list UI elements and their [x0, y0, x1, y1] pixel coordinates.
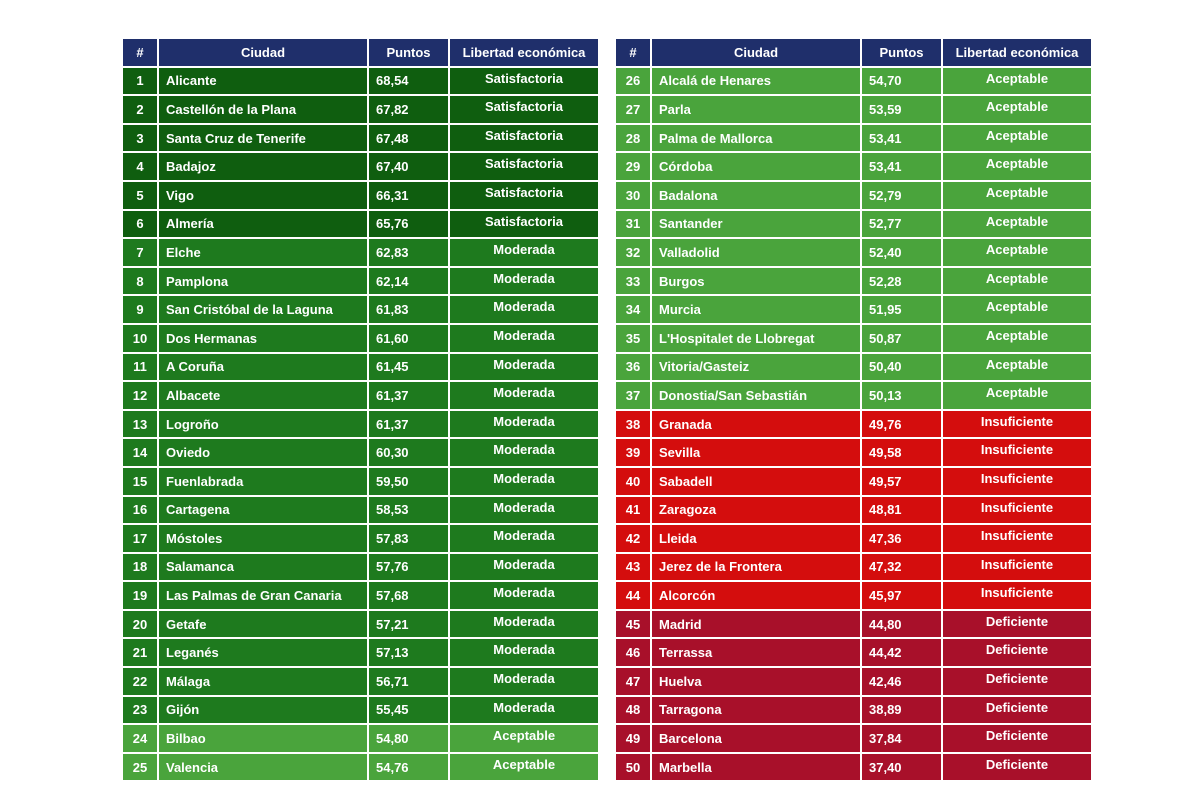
rank-cell: 34 [616, 296, 650, 323]
table-row [616, 554, 1091, 581]
city-cell: Barcelona [652, 725, 860, 752]
city-cell: Santa Cruz de Tenerife [159, 125, 367, 152]
city-cell: Lleida [652, 525, 860, 552]
freedom-level-cell: Moderada [450, 439, 598, 466]
rank-cell: 41 [616, 497, 650, 524]
city-cell: Palma de Mallorca [652, 125, 860, 152]
points-cell: 53,41 [862, 125, 941, 152]
city-cell: Alcalá de Henares [652, 68, 860, 95]
points-cell: 62,83 [369, 239, 448, 266]
points-cell: 37,84 [862, 725, 941, 752]
points-cell: 54,76 [369, 754, 448, 781]
city-cell: Elche [159, 239, 367, 266]
freedom-level-cell: Satisfactoria [450, 96, 598, 123]
freedom-level-cell: Moderada [450, 554, 598, 581]
points-cell: 47,36 [862, 525, 941, 552]
rank-cell: 9 [123, 296, 157, 323]
points-cell: 37,40 [862, 754, 941, 781]
rank-cell: 47 [616, 668, 650, 695]
table-row [616, 153, 1091, 180]
rank-cell: 44 [616, 582, 650, 609]
city-cell: Santander [652, 211, 860, 238]
rank-cell: 15 [123, 468, 157, 495]
freedom-level-cell: Moderada [450, 411, 598, 438]
freedom-level-cell: Aceptable [943, 239, 1091, 266]
rank-cell: 45 [616, 611, 650, 638]
city-cell: Madrid [652, 611, 860, 638]
rank-cell: 25 [123, 754, 157, 781]
freedom-level-cell: Aceptable [943, 325, 1091, 352]
points-cell: 61,37 [369, 382, 448, 409]
table-row [123, 668, 598, 695]
rank-cell: 4 [123, 153, 157, 180]
points-cell: 68,54 [369, 68, 448, 95]
rank-cell: 46 [616, 639, 650, 666]
city-cell: Zaragoza [652, 497, 860, 524]
table-row [123, 554, 598, 581]
table-row [123, 411, 598, 438]
table-row [123, 439, 598, 466]
city-cell: Parla [652, 96, 860, 123]
city-cell: Badajoz [159, 153, 367, 180]
rank-cell: 20 [123, 611, 157, 638]
city-cell: Murcia [652, 296, 860, 323]
freedom-level-cell: Moderada [450, 697, 598, 724]
freedom-level-cell: Moderada [450, 268, 598, 295]
freedom-level-cell: Insuficiente [943, 554, 1091, 581]
freedom-level-cell: Insuficiente [943, 439, 1091, 466]
freedom-level-cell: Moderada [450, 668, 598, 695]
rank-cell: 26 [616, 68, 650, 95]
rank-cell: 50 [616, 754, 650, 781]
points-cell: 67,82 [369, 96, 448, 123]
freedom-level-cell: Satisfactoria [450, 68, 598, 95]
rank-cell: 11 [123, 354, 157, 381]
table-row [616, 697, 1091, 724]
table-row [123, 354, 598, 381]
table-row [616, 468, 1091, 495]
city-cell: San Cristóbal de la Laguna [159, 296, 367, 323]
freedom-level-cell: Aceptable [943, 211, 1091, 238]
points-cell: 42,46 [862, 668, 941, 695]
table-row [123, 582, 598, 609]
points-cell: 49,58 [862, 439, 941, 466]
freedom-level-cell: Moderada [450, 354, 598, 381]
points-cell: 57,21 [369, 611, 448, 638]
points-cell: 44,42 [862, 639, 941, 666]
freedom-level-cell: Moderada [450, 611, 598, 638]
rank-cell: 42 [616, 525, 650, 552]
rank-cell: 18 [123, 554, 157, 581]
header-points: Puntos [862, 39, 941, 66]
freedom-level-cell: Moderada [450, 239, 598, 266]
table-row [616, 182, 1091, 209]
freedom-level-cell: Aceptable [943, 296, 1091, 323]
rank-cell: 19 [123, 582, 157, 609]
points-cell: 52,77 [862, 211, 941, 238]
points-cell: 49,57 [862, 468, 941, 495]
table-row [123, 525, 598, 552]
rank-cell: 35 [616, 325, 650, 352]
header-city: Ciudad [159, 39, 367, 66]
table-row [123, 497, 598, 524]
freedom-level-cell: Deficiente [943, 697, 1091, 724]
rank-cell: 31 [616, 211, 650, 238]
city-cell: Cartagena [159, 497, 367, 524]
points-cell: 67,48 [369, 125, 448, 152]
rank-cell: 39 [616, 439, 650, 466]
table-row [616, 296, 1091, 323]
points-cell: 47,32 [862, 554, 941, 581]
header-num: # [616, 39, 650, 66]
rank-cell: 21 [123, 639, 157, 666]
rank-cell: 48 [616, 697, 650, 724]
rank-cell: 28 [616, 125, 650, 152]
points-cell: 50,13 [862, 382, 941, 409]
table-row [123, 611, 598, 638]
freedom-level-cell: Satisfactoria [450, 125, 598, 152]
city-cell: Córdoba [652, 153, 860, 180]
freedom-level-cell: Aceptable [943, 268, 1091, 295]
city-cell: Donostia/San Sebastián [652, 382, 860, 409]
rank-cell: 23 [123, 697, 157, 724]
rank-cell: 8 [123, 268, 157, 295]
freedom-level-cell: Insuficiente [943, 468, 1091, 495]
points-cell: 59,50 [369, 468, 448, 495]
table-row [123, 268, 598, 295]
city-cell: Oviedo [159, 439, 367, 466]
points-cell: 58,53 [369, 497, 448, 524]
freedom-level-cell: Satisfactoria [450, 182, 598, 209]
rank-cell: 17 [123, 525, 157, 552]
city-cell: Vitoria/Gasteiz [652, 354, 860, 381]
table-row [123, 468, 598, 495]
city-cell: Valencia [159, 754, 367, 781]
freedom-level-cell: Moderada [450, 639, 598, 666]
header-freedom: Libertad económica [943, 39, 1091, 66]
points-cell: 57,13 [369, 639, 448, 666]
points-cell: 62,14 [369, 268, 448, 295]
points-cell: 48,81 [862, 497, 941, 524]
rank-cell: 30 [616, 182, 650, 209]
freedom-level-cell: Deficiente [943, 725, 1091, 752]
points-cell: 61,83 [369, 296, 448, 323]
freedom-level-cell: Moderada [450, 468, 598, 495]
table-row [616, 268, 1091, 295]
points-cell: 67,40 [369, 153, 448, 180]
city-cell: Granada [652, 411, 860, 438]
freedom-level-cell: Aceptable [943, 68, 1091, 95]
city-cell: Badalona [652, 182, 860, 209]
city-cell: Almería [159, 211, 367, 238]
points-cell: 60,30 [369, 439, 448, 466]
city-cell: Marbella [652, 754, 860, 781]
freedom-level-cell: Satisfactoria [450, 153, 598, 180]
freedom-level-cell: Aceptable [943, 354, 1091, 381]
freedom-level-cell: Moderada [450, 582, 598, 609]
rank-cell: 10 [123, 325, 157, 352]
header-num: # [123, 39, 157, 66]
rank-cell: 22 [123, 668, 157, 695]
table-row [123, 296, 598, 323]
freedom-level-cell: Aceptable [943, 382, 1091, 409]
points-cell: 52,28 [862, 268, 941, 295]
table-row [616, 68, 1091, 95]
city-cell: Vigo [159, 182, 367, 209]
rank-cell: 37 [616, 382, 650, 409]
table-row [123, 153, 598, 180]
table-row [123, 639, 598, 666]
freedom-level-cell: Aceptable [943, 125, 1091, 152]
points-cell: 50,87 [862, 325, 941, 352]
rank-cell: 3 [123, 125, 157, 152]
rank-cell: 7 [123, 239, 157, 266]
table-row [123, 125, 598, 152]
table-row [123, 725, 598, 752]
table-row [123, 239, 598, 266]
rank-cell: 2 [123, 96, 157, 123]
points-cell: 52,79 [862, 182, 941, 209]
rank-cell: 6 [123, 211, 157, 238]
rank-cell: 13 [123, 411, 157, 438]
city-cell: Jerez de la Frontera [652, 554, 860, 581]
city-cell: Castellón de la Plana [159, 96, 367, 123]
freedom-level-cell: Deficiente [943, 639, 1091, 666]
header-freedom: Libertad económica [450, 39, 598, 66]
points-cell: 53,41 [862, 153, 941, 180]
points-cell: 45,97 [862, 582, 941, 609]
city-cell: Sabadell [652, 468, 860, 495]
freedom-level-cell: Aceptable [450, 725, 598, 752]
freedom-level-cell: Aceptable [943, 153, 1091, 180]
table-row [616, 382, 1091, 409]
freedom-level-cell: Moderada [450, 325, 598, 352]
freedom-level-cell: Deficiente [943, 611, 1091, 638]
freedom-level-cell: Insuficiente [943, 582, 1091, 609]
freedom-level-cell: Deficiente [943, 668, 1091, 695]
city-cell: Málaga [159, 668, 367, 695]
points-cell: 53,59 [862, 96, 941, 123]
table-row [616, 411, 1091, 438]
ranking-table-left [121, 37, 600, 782]
table-header-row [123, 39, 598, 66]
ranking-table-right [614, 37, 1093, 782]
freedom-level-cell: Deficiente [943, 754, 1091, 781]
rank-cell: 32 [616, 239, 650, 266]
points-cell: 54,70 [862, 68, 941, 95]
rank-cell: 5 [123, 182, 157, 209]
rank-cell: 49 [616, 725, 650, 752]
city-cell: Móstoles [159, 525, 367, 552]
city-cell: Gijón [159, 697, 367, 724]
table-row [616, 239, 1091, 266]
table-row [123, 382, 598, 409]
city-cell: Dos Hermanas [159, 325, 367, 352]
table-header-row [616, 39, 1091, 66]
points-cell: 38,89 [862, 697, 941, 724]
points-cell: 57,68 [369, 582, 448, 609]
freedom-level-cell: Moderada [450, 296, 598, 323]
points-cell: 61,60 [369, 325, 448, 352]
points-cell: 49,76 [862, 411, 941, 438]
table-row [123, 754, 598, 781]
rank-cell: 24 [123, 725, 157, 752]
freedom-level-cell: Aceptable [943, 96, 1091, 123]
table-row [616, 325, 1091, 352]
city-cell: Albacete [159, 382, 367, 409]
table-row [616, 611, 1091, 638]
rank-cell: 38 [616, 411, 650, 438]
freedom-level-cell: Satisfactoria [450, 211, 598, 238]
table-row [123, 182, 598, 209]
points-cell: 66,31 [369, 182, 448, 209]
table-row [616, 96, 1091, 123]
header-city: Ciudad [652, 39, 860, 66]
city-cell: Las Palmas de Gran Canaria [159, 582, 367, 609]
table-row [123, 68, 598, 95]
rank-cell: 16 [123, 497, 157, 524]
freedom-level-cell: Insuficiente [943, 411, 1091, 438]
points-cell: 56,71 [369, 668, 448, 695]
points-cell: 54,80 [369, 725, 448, 752]
city-cell: Tarragona [652, 697, 860, 724]
table-row [616, 211, 1091, 238]
city-cell: Getafe [159, 611, 367, 638]
points-cell: 55,45 [369, 697, 448, 724]
table-row [616, 354, 1091, 381]
table-row [123, 325, 598, 352]
header-points: Puntos [369, 39, 448, 66]
table-row [616, 582, 1091, 609]
freedom-level-cell: Aceptable [450, 754, 598, 781]
city-cell: Sevilla [652, 439, 860, 466]
city-cell: Logroño [159, 411, 367, 438]
points-cell: 50,40 [862, 354, 941, 381]
rank-cell: 40 [616, 468, 650, 495]
city-cell: Alicante [159, 68, 367, 95]
freedom-level-cell: Aceptable [943, 182, 1091, 209]
points-cell: 52,40 [862, 239, 941, 266]
table-row [616, 639, 1091, 666]
freedom-level-cell: Moderada [450, 497, 598, 524]
city-cell: Burgos [652, 268, 860, 295]
table-row [616, 497, 1091, 524]
city-cell: Bilbao [159, 725, 367, 752]
freedom-level-cell: Insuficiente [943, 525, 1091, 552]
points-cell: 61,37 [369, 411, 448, 438]
rank-cell: 12 [123, 382, 157, 409]
table-row [616, 525, 1091, 552]
table-row [123, 96, 598, 123]
points-cell: 57,83 [369, 525, 448, 552]
freedom-level-cell: Moderada [450, 525, 598, 552]
city-cell: Alcorcón [652, 582, 860, 609]
city-cell: Fuenlabrada [159, 468, 367, 495]
table-row [616, 668, 1091, 695]
freedom-level-cell: Insuficiente [943, 497, 1091, 524]
city-cell: Huelva [652, 668, 860, 695]
table-row [123, 211, 598, 238]
rank-cell: 27 [616, 96, 650, 123]
table-row [616, 725, 1091, 752]
city-cell: Valladolid [652, 239, 860, 266]
points-cell: 61,45 [369, 354, 448, 381]
rank-cell: 14 [123, 439, 157, 466]
rank-cell: 43 [616, 554, 650, 581]
city-cell: Pamplona [159, 268, 367, 295]
points-cell: 51,95 [862, 296, 941, 323]
city-cell: A Coruña [159, 354, 367, 381]
city-cell: Terrassa [652, 639, 860, 666]
rank-cell: 1 [123, 68, 157, 95]
rank-cell: 33 [616, 268, 650, 295]
city-cell: L'Hospitalet de Llobregat [652, 325, 860, 352]
table-row [616, 125, 1091, 152]
city-cell: Salamanca [159, 554, 367, 581]
rank-cell: 29 [616, 153, 650, 180]
points-cell: 44,80 [862, 611, 941, 638]
points-cell: 57,76 [369, 554, 448, 581]
freedom-level-cell: Moderada [450, 382, 598, 409]
table-row [616, 439, 1091, 466]
table-row [123, 697, 598, 724]
table-row [616, 754, 1091, 781]
rank-cell: 36 [616, 354, 650, 381]
city-cell: Leganés [159, 639, 367, 666]
points-cell: 65,76 [369, 211, 448, 238]
